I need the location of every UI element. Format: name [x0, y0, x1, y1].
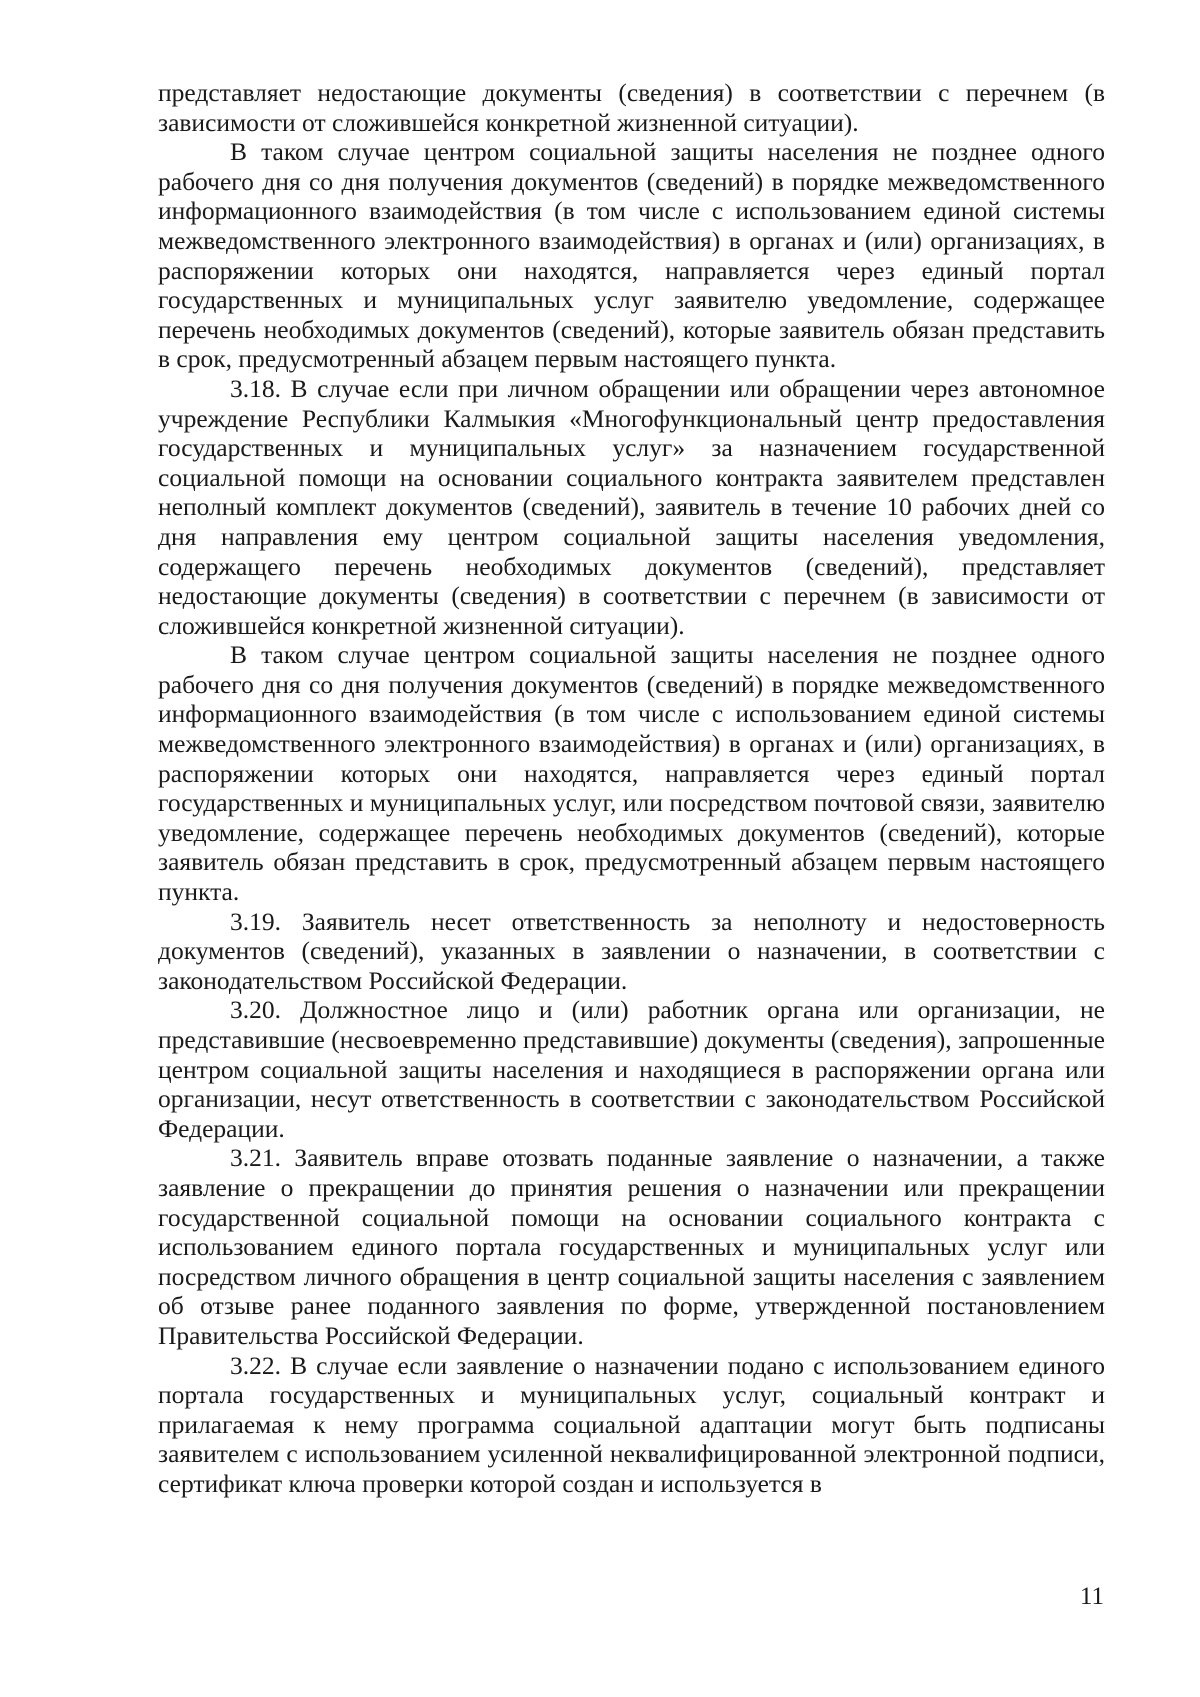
paragraph-notification-2: В таком случае центром социальной защиты населения не позднее одного рабочего дня со дня получения документов (сведений) в порядке межведомственного информационного взаимодействия (в том числе с использованием единой системы межведомственного электронного взаимодействия) в органах и (или) организациях, в распоряжении которых они находятся, направляется через единый портал государственных и муниципальных услуг, или посредством почтовой связи, заявителю уведомление, содержащее перечень необходимых документов (сведений), которые заявитель обязан представить в срок, предусмотренный абзацем первым настоящего пункта. [158, 640, 1105, 907]
paragraph-3-19: 3.19. Заявитель несет ответственность за неполноту и недостоверность документов (сведений), указанных в заявлении о назначении, в соответствии с законодательством Российской Федерации. [158, 906, 1105, 995]
document-body [158, 78, 1105, 1499]
paragraph-continuation: представляет недостающие документы (сведения) в соответствии с перечнем (в зависимости от сложившейся конкретной жизненной ситуации). [158, 78, 1105, 137]
paragraph-3-20: 3.20. Должностное лицо и (или) работник органа или организации, не представившие (несвоевременно представившие) документы (сведения), запрошенные центром социальной защиты населения и находящиеся в распоряжении органа или организации, несут ответственность в соответствии с законодательством Российской Федерации. [158, 995, 1105, 1143]
page-number: 11 [1079, 1583, 1104, 1610]
paragraph-3-22: 3.22. В случае если заявление о назначении подано с использованием единого портала государственных и муниципальных услуг, социальный контракт и прилагаемая к нему программа социальной адаптации могут быть подписаны заявителем с использованием усиленной неквалифицированной электронной подписи, сертификат ключа проверки которой создан и используется в [158, 1350, 1105, 1498]
paragraph-notification-1: В таком случае центром социальной защиты населения не позднее одного рабочего дня со дня получения документов (сведений) в порядке межведомственного информационного взаимодействия (в том числе с использованием единой системы межведомственного электронного взаимодействия) в органах и (или) организациях, в распоряжении которых они находятся, направляется через единый портал государственных и муниципальных услуг заявителю уведомление, содержащее перечень необходимых документов (сведений), которые заявитель обязан представить в срок, предусмотренный абзацем первым настоящего пункта. [158, 137, 1105, 374]
paragraph-3-21: 3.21. Заявитель вправе отозвать поданные заявление о назначении, а также заявление о прекращении до принятия решения о назначении или прекращении государственной социальной помощи на основании социального контракта с использованием единого портала государственных и муниципальных услуг или посредством личного обращения в центр социальной защиты населения с заявлением об отзыве ранее поданного заявления по форме, утвержденной постановлением Правительства Российской Федерации. [158, 1143, 1105, 1350]
paragraph-3-18: 3.18. В случае если при личном обращении или обращении через автономное учреждение Республики Калмыкия «Многофункциональный центр предоставления государственных и муниципальных услуг» за назначением государственной социальной помощи на основании социального контракта заявителем представлен неполный комплект документов (сведений), заявитель в течение 10 рабочих дней со дня направления ему центром социальной защиты населения уведомления, содержащего перечень необходимых документов (сведений), представляет недостающие документы (сведения) в соответствии с перечнем (в зависимости от сложившейся конкретной жизненной ситуации). [158, 373, 1105, 640]
